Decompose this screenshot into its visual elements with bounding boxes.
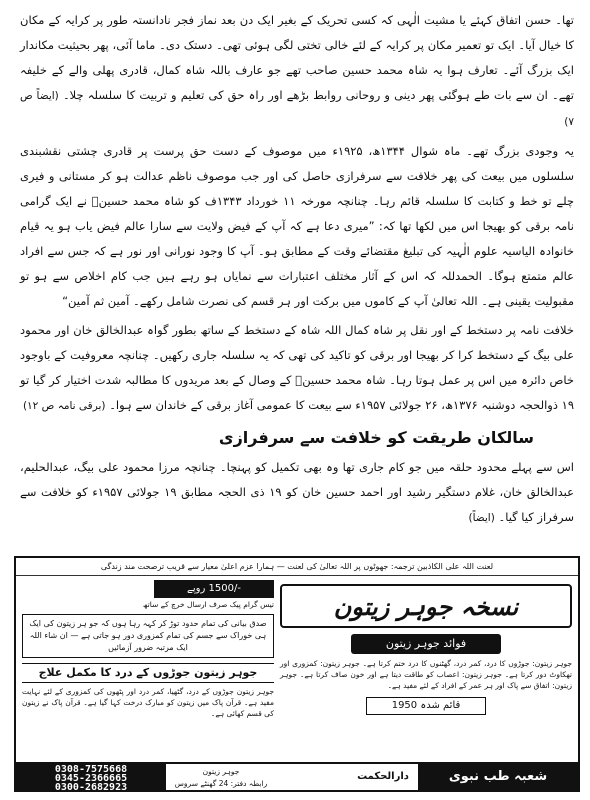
phone-number: 0345-2366665: [54, 773, 128, 784]
contact-block: [166, 764, 276, 790]
ad-right-column: [280, 580, 572, 772]
darul-hikmat-label: دارالحکمت: [357, 771, 409, 782]
paragraph-1-text: تھا۔ حسن اتفاق کہئے یا مشیت الٰہی کہ کسی تحریک کے بغیر ایک دن بعد نماز فجر نادانستہ طور پر کرایہ کے مکان کا خیال آیا۔ ایک تو تعمیر مکان پر کرایہ کے لئے خالی تختی لگی ہوئی تھی۔ دستک دی۔ ماما آئی، پھر بحیثیت مکاندار ایک بزرگ آئے۔ تعارف ہوا یہ شاہ محمد حسین صاحب تھے جو عارف باللہ شاہ کمال، قادری پھلی والے کے خلیفہ تھے۔ ان سے بات طے ہوگئی پھر دینی و روحانی روابط بڑھے اور راہ حق کی تعلیم و تربیت کا سلسلہ چلا۔: [20, 13, 575, 102]
product-logo: نسخہ جوہر زیتون: [280, 584, 572, 628]
treatment-text: جوہر زیتون جوڑوں کے درد، گٹھیا، کمر درد اور پٹھوں کی کمزوری کے لئے نہایت مفید ہے۔ قرآن پاک میں زیتون کو مبارک درخت کہا گیا ہے۔ قرآن پاک نے زیتون کی قسم کھائی ہے۔: [22, 687, 274, 718]
bottom-spacer: [276, 764, 348, 790]
established-badge: قائم شدہ 1950: [366, 697, 486, 715]
paragraph-2: [20, 139, 574, 314]
ad-bottom-bar: [16, 762, 578, 790]
paragraph-2-text: یہ وجودی بزرگ تھے۔ ماہ شوال ۱۳۴۴ھ، ۱۹۲۵ء میں موصوف کے دست حق پرست پر قادری چشتی نقشبندی سلسلوں میں بیعت کی پھر خلافت سے سرفرازی حاصل کی اور جب موصوف ناظم عدالت ہو کر مستانی و فیری چلے تو خط و کتابت کا سلسلہ قائم رہا۔ چنانچہ مورخہ ۱۱ خورداد ۱۳۴۳ف کو شاہ محمد حسینؒ نے ایک گرامی نامہ برقی کو بھیجا اس میں لکھا تھا کہ: ”میری دعا ہے کہ آپ کے فیض ولایت سے سارا عالم فیض یاب ہو یہ قیام خانوادہ الیاسیہ علوم الٰہیہ کی تبلیغ مقتضائے وقت کے مطابق ہو۔ آپ کا وجود نورانی اور نور ہے کہ جس سے افراد عالم متمتع ہوگا۔ الحمدللہ کہ اس کے آثار مختلف اعتبارات سے نمایاں ہو رہے ہیں جب کام اخلاص سے ہو تو مقبولیت یقینی ہے۔ اللہ تعالیٰ آپ کے کاموں میں برکت اور ہر قسم کی نصرت شامل رکھے۔ آمین ثم آمین“: [20, 144, 575, 308]
paragraph-4: [20, 455, 574, 531]
section-heading: سالکان طریقت کو خلافت سے سرفرازی: [218, 428, 534, 447]
paragraph-3: [20, 318, 574, 419]
paragraph-3-reference: (برقی نامہ ص ۱۲): [22, 400, 106, 412]
article: [20, 8, 574, 535]
paragraph-4-text: اس سے پہلے محدود حلقہ میں جو کام جاری تھا وہ بھی تکمیل کو پہنچا۔ چنانچہ مرزا محمود علی بیگ، عبدالحلیم، عبدالخالق خان، غلام دستگیر رشید اور احمد حسین خان کو ۱۹ ذی الحجہ مطابق ۱۹ جولائی ۱۹۵۷ء کو خلافت سے سرفراز کیا گیا۔: [20, 460, 574, 524]
paragraph-1: [20, 8, 574, 135]
ad-left-column: [22, 580, 274, 775]
price-badge: -/1500 روپے: [154, 580, 274, 598]
treatment-title: جوہر زیتون جوڑوں کے درد کا مکمل علاج: [22, 663, 274, 683]
ad-top-strip: لعنت اللہ علی الکاذبین ترجمہ: جھوٹوں پر اللہ تعالیٰ کی لعنت — ہمارا عزم اعلیٰ معیار سے قریب ترصحت مند زندگی: [16, 558, 578, 576]
phone-number: 0308-7575668: [54, 764, 128, 775]
phone-number: 0300-2682923: [54, 782, 128, 792]
contact-address: رابطہ دفتر: 24 گھنٹے سروس: [174, 779, 268, 788]
benefits-label: فوائد جوہر زیتون: [351, 634, 501, 654]
paragraph-1-reference: (ایضاً ص ۷): [20, 90, 574, 128]
contact-brand: جوہر زیتون: [202, 767, 240, 776]
paragraph-4-reference: (ایضاً): [468, 512, 495, 524]
paragraph-3-text: خلافت نامہ پر دستخط کے اور نقل پر شاہ کمال اللہ شاہ کے دستخط کے ساتھ بطور گواہ عبدالخالق خان اور محمود علی بیگ کے دستخط کرا کر بھیجا اور برقی کو تاکید کی تھی کہ یہ سلسلہ جاری رکھیں۔ چنانچہ معروفیت کے باوجود خاص دائرہ میں اس پر عمل ہوتا رہا۔ شاہ محمد حسینؒ کے وصال کے بعد مریدوں کا مطالبہ شدت اختیار کر گیا تو ۱۹ ذوالحجہ دوشنبہ ۱۳۷۶ھ، ۲۶ جولائی ۱۹۵۷ء سے بیعت کا عمومی آغاز برقی کے خاندان سے ہوا۔: [20, 323, 574, 412]
shoba-tib-label: شعبہ طب نبوی: [418, 764, 578, 790]
advertisement: [14, 556, 580, 792]
benefits-text: جوہر زیتون: جوڑوں کا درد، کمر درد، گھٹنوں کا درد ختم کرتا ہے۔ جوہر زیتون: کمزوری اور تھکاوٹ دور کرتا ہے۔ جوہر زیتون: اعصاب کو طاقت دیتا ہے اور خون صاف کرتا ہے۔ جوہر زیتون: اتفاق سے پاک اور ہر عمر کے افراد کے لئے مفید ہے۔: [280, 659, 572, 690]
phone-numbers: [16, 764, 166, 790]
price-note: تیس گرام پیک صرف ارسال خرچ کے ساتھ: [142, 600, 274, 609]
ad-message-box: صدق بیانی کی تمام حدود توڑ کر کہہ رہا ہوں کہ جو ہر زیتون کی ایک ہی خوراک سے جسم کی تمام کمزوری دور ہو جاتی ہے — ان شاء اللہ ایک مرتبہ ضرور آزمائیں: [22, 614, 274, 658]
